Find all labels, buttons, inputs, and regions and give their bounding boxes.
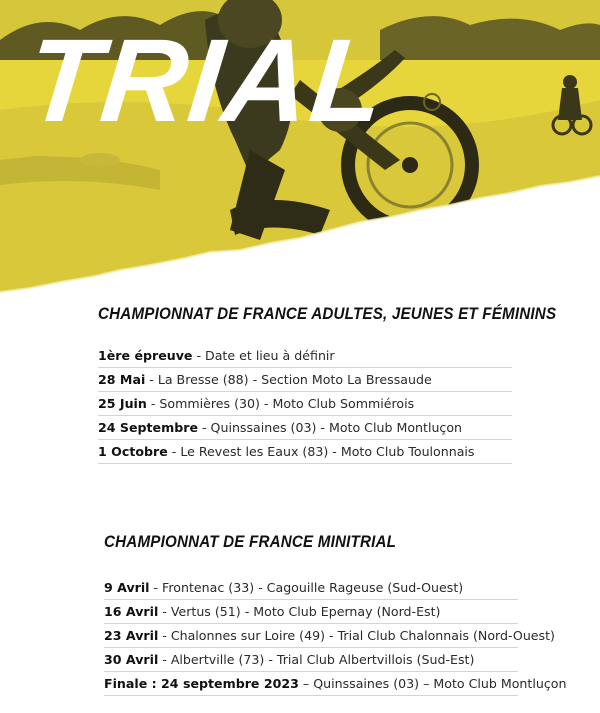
list-item bbox=[104, 600, 518, 624]
event-date: 1 Octobre bbox=[98, 444, 168, 459]
event-details: - Quinssaines (03) - Moto Club Montluçon bbox=[198, 420, 463, 435]
event-date: 28 Mai bbox=[98, 372, 146, 387]
list-item bbox=[104, 624, 555, 648]
event-details: - La Bresse (88) - Section Moto La Bressaude bbox=[145, 372, 432, 387]
event-details: - Vertus (51) - Moto Club Epernay (Nord-Est) bbox=[158, 604, 441, 619]
list-item bbox=[104, 672, 567, 696]
event-date: 25 Juin bbox=[98, 396, 147, 411]
section-title: CHAMPIONNAT DE FRANCE ADULTES, JEUNES ET FÉMININS bbox=[98, 305, 557, 323]
section-title: CHAMPIONNAT DE FRANCE MINITRIAL bbox=[104, 533, 397, 551]
section-minitrial bbox=[0, 533, 600, 696]
event-details: - Chalonnes sur Loire (49) - Trial Club Chalonnais (Nord-Ouest) bbox=[158, 628, 555, 643]
event-date: 24 Septembre bbox=[98, 420, 198, 435]
list-item bbox=[104, 648, 518, 672]
event-list bbox=[104, 576, 567, 696]
hero-banner bbox=[0, 0, 600, 300]
event-details: - Sommières (30) - Moto Club Sommiérois bbox=[146, 396, 415, 411]
event-date: Finale : 24 septembre 2023 bbox=[104, 676, 299, 691]
event-details: - Albertville (73) - Trial Club Albertvillois (Sud-Est) bbox=[158, 652, 475, 667]
list-item bbox=[98, 440, 512, 464]
list-item bbox=[98, 392, 512, 416]
event-details: - Le Revest les Eaux (83) - Moto Club Toulonnais bbox=[167, 444, 475, 459]
section-adults bbox=[0, 305, 600, 464]
event-date: 30 Avril bbox=[104, 652, 159, 667]
event-date: 9 Avril bbox=[104, 580, 150, 595]
list-item bbox=[104, 576, 518, 600]
event-date: 23 Avril bbox=[104, 628, 159, 643]
hero-title: TRIAL bbox=[21, 15, 393, 147]
event-list bbox=[98, 344, 512, 464]
event-details: - Frontenac (33) - Cagouille Rageuse (Sud-Ouest) bbox=[149, 580, 464, 595]
list-item bbox=[98, 368, 512, 392]
list-item bbox=[98, 344, 512, 368]
event-date: 1ère épreuve bbox=[98, 348, 193, 363]
event-date: 16 Avril bbox=[104, 604, 159, 619]
event-details: – Quinssaines (03) – Moto Club Montluçon bbox=[298, 676, 567, 691]
list-item bbox=[98, 416, 512, 440]
event-details: - Date et lieu à définir bbox=[192, 348, 335, 363]
